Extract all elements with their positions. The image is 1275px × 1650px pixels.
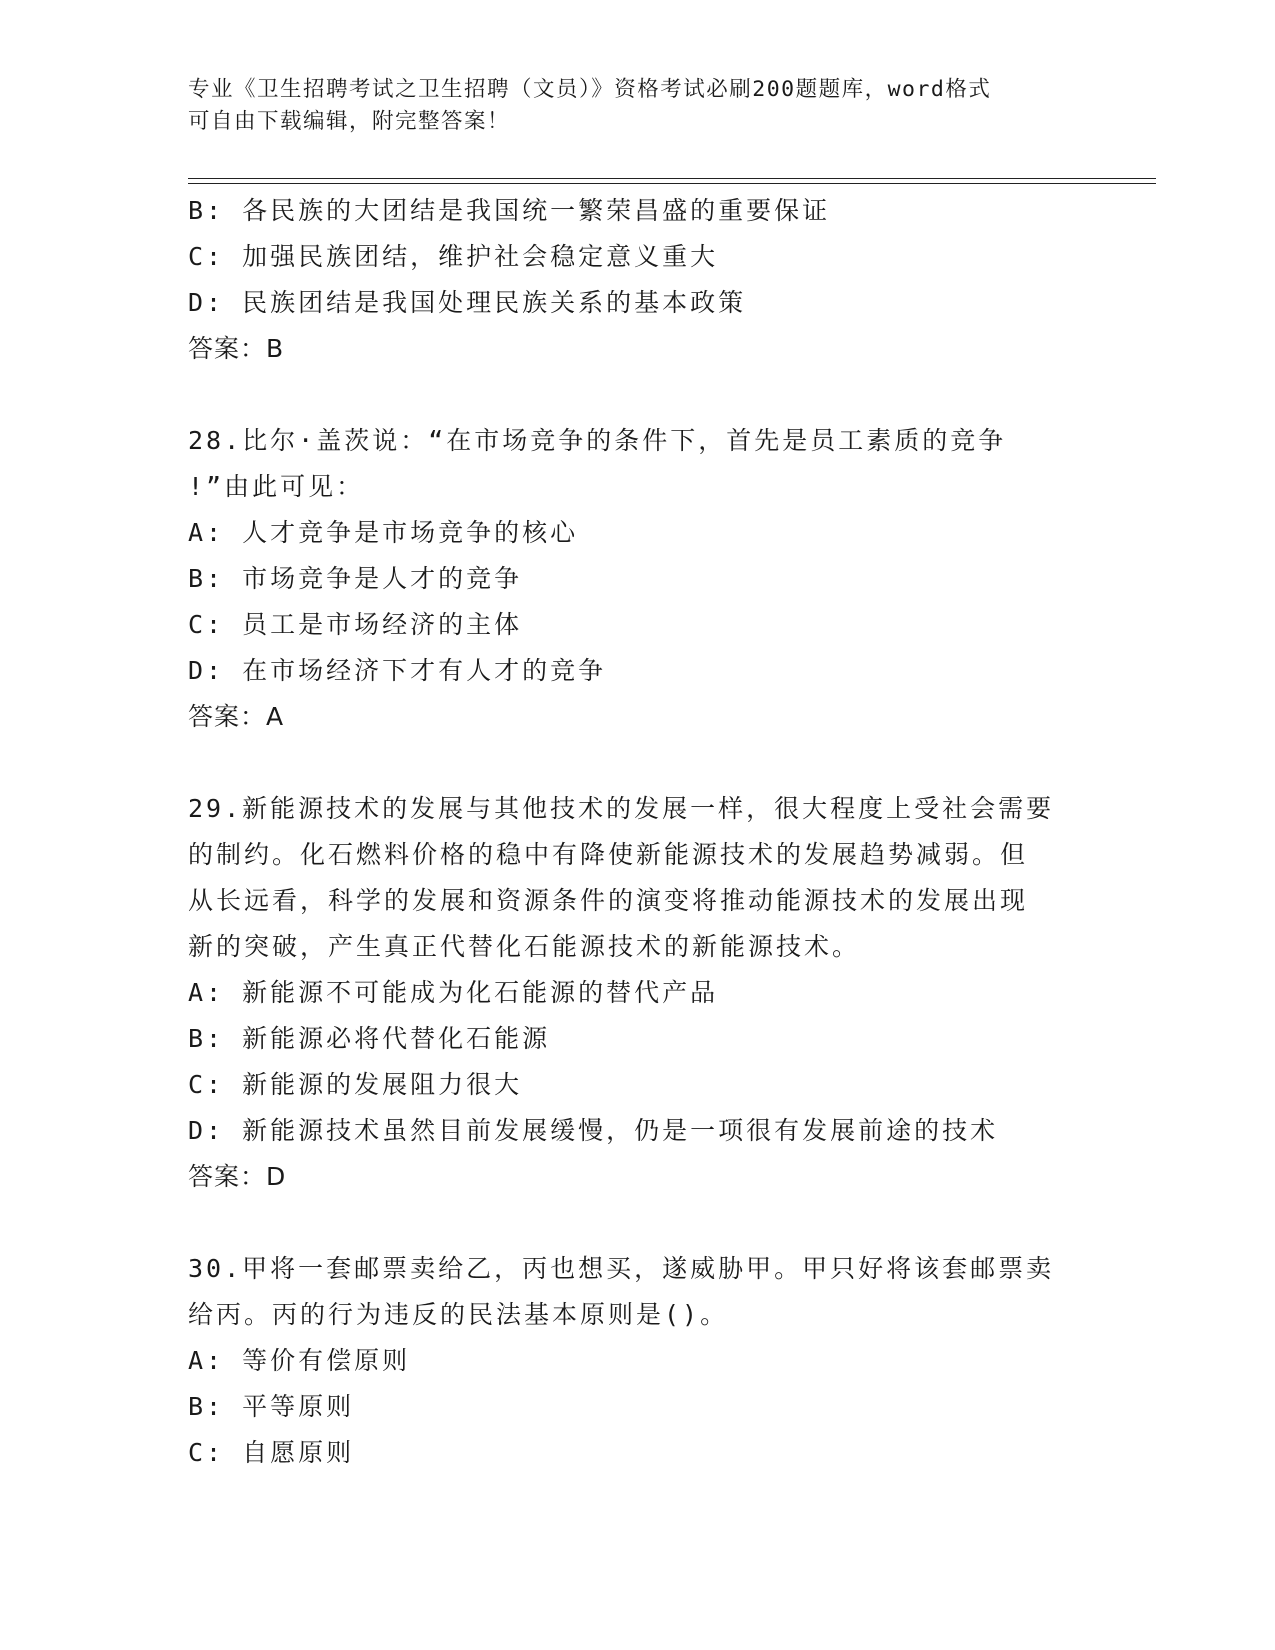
- answer-label: 答案：D: [188, 1162, 287, 1191]
- question-stem-line: 新的突破，产生真正代替化石能源技术的新能源技术。: [188, 932, 861, 961]
- option-d: D: 民族团结是我国处理民族关系的基本政策: [188, 288, 747, 317]
- question-content: [188, 188, 1088, 1476]
- question-stem-line: 29.新能源技术的发展与其他技术的发展一样，很大程度上受社会需要: [188, 794, 1055, 823]
- option-b: B: 各民族的大团结是我国统一繁荣昌盛的重要保证: [188, 196, 831, 225]
- option-a: A: 人才竞争是市场竞争的核心: [188, 518, 579, 547]
- option-c: C: 员工是市场经济的主体: [188, 610, 523, 639]
- option-b: B: 市场竞争是人才的竞争: [188, 564, 523, 593]
- answer-label: 答案：A: [188, 702, 285, 731]
- question-stem-line: 给丙。丙的行为违反的民法基本原则是()。: [188, 1300, 729, 1329]
- question-27-tail: [188, 188, 1088, 372]
- question-stem-line: 28.比尔·盖茨说：“在市场竞争的条件下，首先是员工素质的竞争: [188, 426, 1007, 455]
- option-b: B: 新能源必将代替化石能源: [188, 1024, 551, 1053]
- question-stem-line: 30.甲将一套邮票卖给乙，丙也想买，遂威胁甲。甲只好将该套邮票卖: [188, 1254, 1055, 1283]
- option-c: C: 新能源的发展阻力很大: [188, 1070, 523, 1099]
- question-stem-line: 从长远看，科学的发展和资源条件的演变将推动能源技术的发展出现: [188, 886, 1029, 915]
- option-a: A: 新能源不可能成为化石能源的替代产品: [188, 978, 719, 1007]
- question-stem-line: !”由此可见：: [188, 472, 365, 501]
- question-30: [188, 1246, 1088, 1476]
- option-c: C: 自愿原则: [188, 1438, 355, 1467]
- question-stem-line: 的制约。化石燃料价格的稳中有降使新能源技术的发展趋势减弱。但: [188, 840, 1029, 869]
- option-a: A: 等价有偿原则: [188, 1346, 411, 1375]
- answer-label: 答案：B: [188, 334, 285, 363]
- option-d: D: 在市场经济下才有人才的竞争: [188, 656, 607, 685]
- page-header: [188, 74, 1088, 138]
- option-c: C: 加强民族团结，维护社会稳定意义重大: [188, 242, 719, 271]
- option-b: B: 平等原则: [188, 1392, 355, 1421]
- header-line-2: 可自由下载编辑，附完整答案！: [188, 109, 511, 134]
- header-divider-top: [188, 178, 1156, 179]
- header-divider-bottom: [188, 183, 1156, 184]
- question-29: [188, 786, 1088, 1200]
- question-28: [188, 418, 1088, 740]
- option-d: D: 新能源技术虽然目前发展缓慢，仍是一项很有发展前途的技术: [188, 1116, 999, 1145]
- header-line-1: 专业《卫生招聘考试之卫生招聘（文员）》资格考试必刷200题题库，word格式: [188, 77, 992, 102]
